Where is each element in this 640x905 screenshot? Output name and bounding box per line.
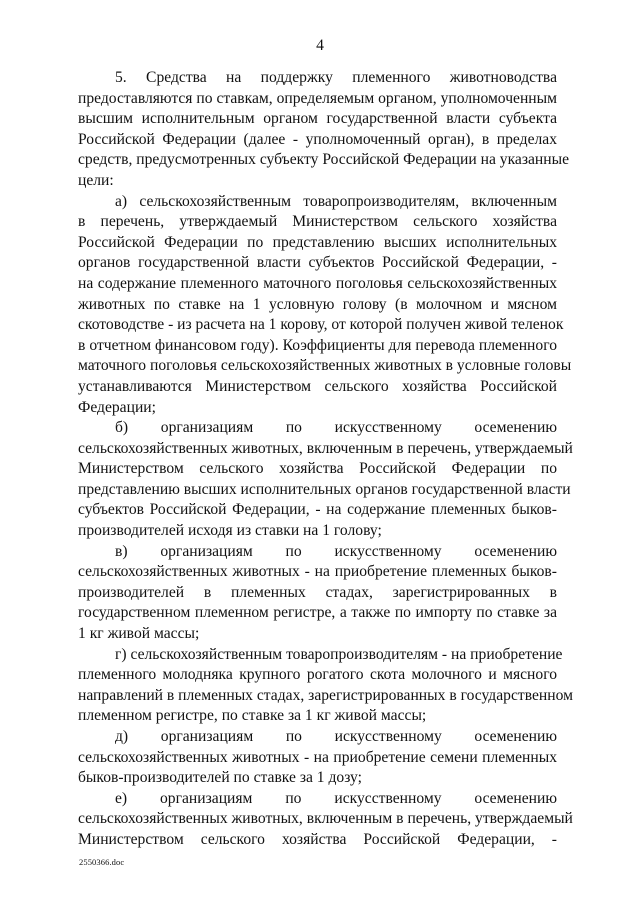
text-line: племенном регистре, по ставке за 1 кг живой массы; [78,707,427,725]
text-line: представлению высших исполнительных органов государственной власти [78,480,571,498]
text-line: сельскохозяйственных животных, включенным в перечень, утверждаемый [78,439,573,457]
text-line: сельскохозяйственных животных - на приобретение семени племенных [78,748,557,766]
text-line: а) сельскохозяйственным товаропроизводителям, включенным [115,192,557,210]
text-line: субъектов Российской Федерации, - на содержание племенных быков- [78,501,557,519]
text-line: средств, предусмотренных субъекту Российской Федерации на указанные [78,151,570,169]
text-line: сельскохозяйственных животных, включенным в перечень, утверждаемый [78,810,573,828]
page-number: 4 [316,37,324,54]
text-line: направлений в племенных стадах, зарегистрированных в государственном [78,686,573,704]
text-line: скотоводстве - из расчета на 1 корову, от которой получен живой теленок [78,316,564,334]
text-line: маточного поголовья сельскохозяйственных животных в условные головы [78,357,572,375]
file-name-footer: 2550366.doc [79,857,125,867]
text-line: производителей исходя из ставки на 1 голову; [78,522,382,540]
text-line: 1 кг живой массы; [78,625,200,643]
text-line: г) сельскохозяйственным товаропроизводителям - на приобретение [115,645,563,663]
text-line: предоставляются по ставкам, определяемым органом, уполномоченным [78,89,557,107]
text-line: б) организациям по искусственному осеменению [115,419,557,437]
text-line: органов государственной власти субъектов Российской Федерации, - [78,254,557,272]
text-line: производителей в племенных стадах, зарегистрированных в [78,583,557,601]
text-line: высшим исполнительным органом государственной власти субъекта [78,110,557,128]
text-line: Министерством сельского хозяйства Российской Федерации, - [78,830,557,848]
text-line: племенного молодняка крупного рогатого скота молочного и мясного [78,666,557,684]
text-line: в отчетном финансовом году). Коэффициенты для перевода племенного [78,336,557,354]
document-body [78,68,573,851]
text-line: в) организациям по искусственному осеменению [115,542,557,560]
text-line: е) организациям по искусственному осеменению [115,789,557,807]
text-line: 5. Средства на поддержку племенного животноводства [115,69,557,86]
text-line: сельскохозяйственных животных - на приобретение племенных быков- [78,563,557,581]
text-line: цели: [78,171,114,189]
text-line: государственном племенном регистре, а также по импорту по ставке за [78,604,557,622]
text-line: на содержание племенного маточного поголовья сельскохозяйственных [78,274,557,292]
text-line: Российской Федерации по представлению высших исполнительных [78,233,557,251]
text-line: животных по ставке на 1 условную голову (в молочном и мясном [78,295,557,313]
text-line: Федерации; [78,398,156,416]
text-line: устанавливаются Министерством сельского хозяйства Российской [78,377,557,395]
text-line: д) организациям по искусственному осеменению [115,728,557,745]
text-line: в перечень, утверждаемый Министерством сельского хозяйства [78,213,557,231]
text-line: быков-производителей по ставке за 1 дозу; [78,769,362,787]
text-line: Министерством сельского хозяйства Российской Федерации по [78,460,557,478]
text-line: Российской Федерации (далее - уполномоченный орган), в пределах [78,130,557,148]
